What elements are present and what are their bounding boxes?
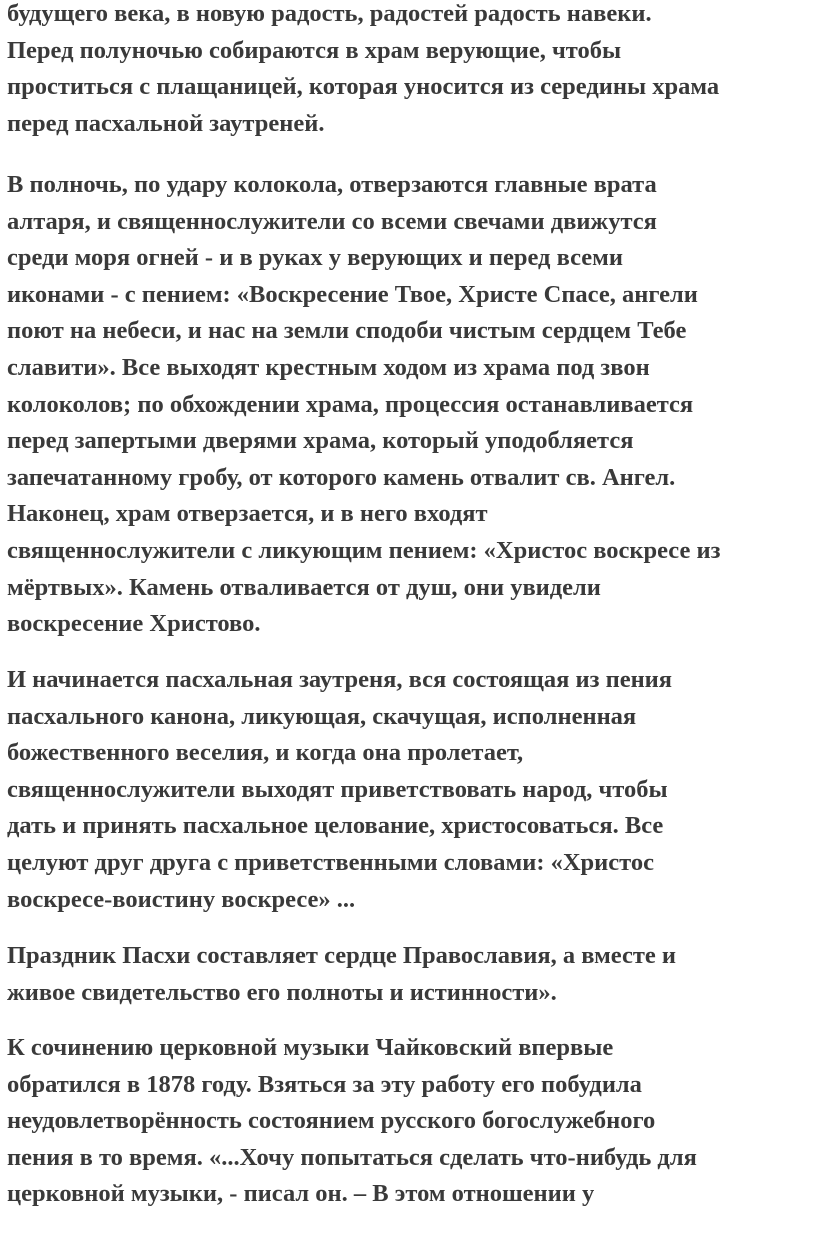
text-line: запечатанному гробу, от которого камень отвалит св. Ангел. (7, 463, 676, 491)
paragraph-4 (7, 938, 676, 1011)
text-line: поют на небеси, и нас на земли сподоби чистым сердцем Тебе (7, 317, 687, 345)
paragraph-1 (7, 0, 719, 142)
text-line: среди моря огней - и в руках у верующих и перед всеми (7, 244, 623, 272)
text-line: божественного веселия, и когда она пролетает, (7, 739, 524, 767)
text-line: священнослужители с ликующим пением: «Христос воскресе из (7, 536, 721, 564)
text-line: Праздник Пасхи составляет сердце Православия, а вместе и (7, 942, 676, 969)
text-line: Наконец, храм отверзается, и в него входят (7, 500, 488, 528)
text-line: живое свидетельство его полноты и истинности». (7, 978, 557, 1006)
text-line: воскресе-воистину воскресе» ... (7, 885, 356, 913)
text-line: иконами - с пением: «Воскресение Твое, Христе Спасе, ангели (7, 280, 698, 308)
text-line: проститься с плащаницей, которая уносится из середины храма (7, 73, 720, 101)
text-line: пасхального канона, ликующая, скачущая, исполненная (7, 702, 637, 730)
text-line: перед пасхальной заутреней. (7, 109, 325, 137)
text-line: колоколов; по обхождении храма, процессия останавливается (7, 390, 694, 418)
paragraph-5 (7, 1030, 697, 1213)
text-line: церковной музыки, - писал он. – В этом отношении у (7, 1180, 595, 1208)
text-line: дать и принять пасхальное целование, христосоваться. Все (7, 812, 664, 840)
text-line: воскресение Христово. (7, 610, 261, 638)
text-line: священнослужители выходят приветствовать народ, чтобы (7, 775, 668, 803)
text-line: алтаря, и священнослужители со всеми свечами движутся (7, 207, 657, 235)
text-line: славити». Все выходят крестным ходом из храма под звон (7, 353, 650, 381)
paragraph-2 (7, 167, 720, 643)
text-line: Перед полуночью собираются в храм верующие, чтобы (7, 36, 622, 64)
text-line: пения в то время. «...Хочу попытаться сделать что-нибудь для (7, 1143, 697, 1171)
text-line: И начинается пасхальная заутреня, вся состоящая из пения (7, 666, 673, 693)
text-line: перед запертыми дверями храма, который уподобляется (7, 427, 634, 455)
paragraph-3 (7, 662, 672, 918)
text-line: мёртвых». Камень отваливается от душ, они увидели (7, 573, 601, 601)
text-line: будущего века, в новую радость, радостей радость навеки. (7, 0, 652, 27)
text-line: К сочинению церковной музыки Чайковский впервые (7, 1034, 614, 1061)
text-line: целуют друг друга с приветственными словами: «Христос (7, 848, 655, 876)
text-line: В полночь, по удару колокола, отверзаются главные врата (7, 171, 657, 198)
text-line: неудовлетворённость состоянием русского богослужебного (7, 1107, 656, 1135)
text-line: обратился в 1878 году. Взяться за эту работу его побудила (7, 1070, 642, 1098)
